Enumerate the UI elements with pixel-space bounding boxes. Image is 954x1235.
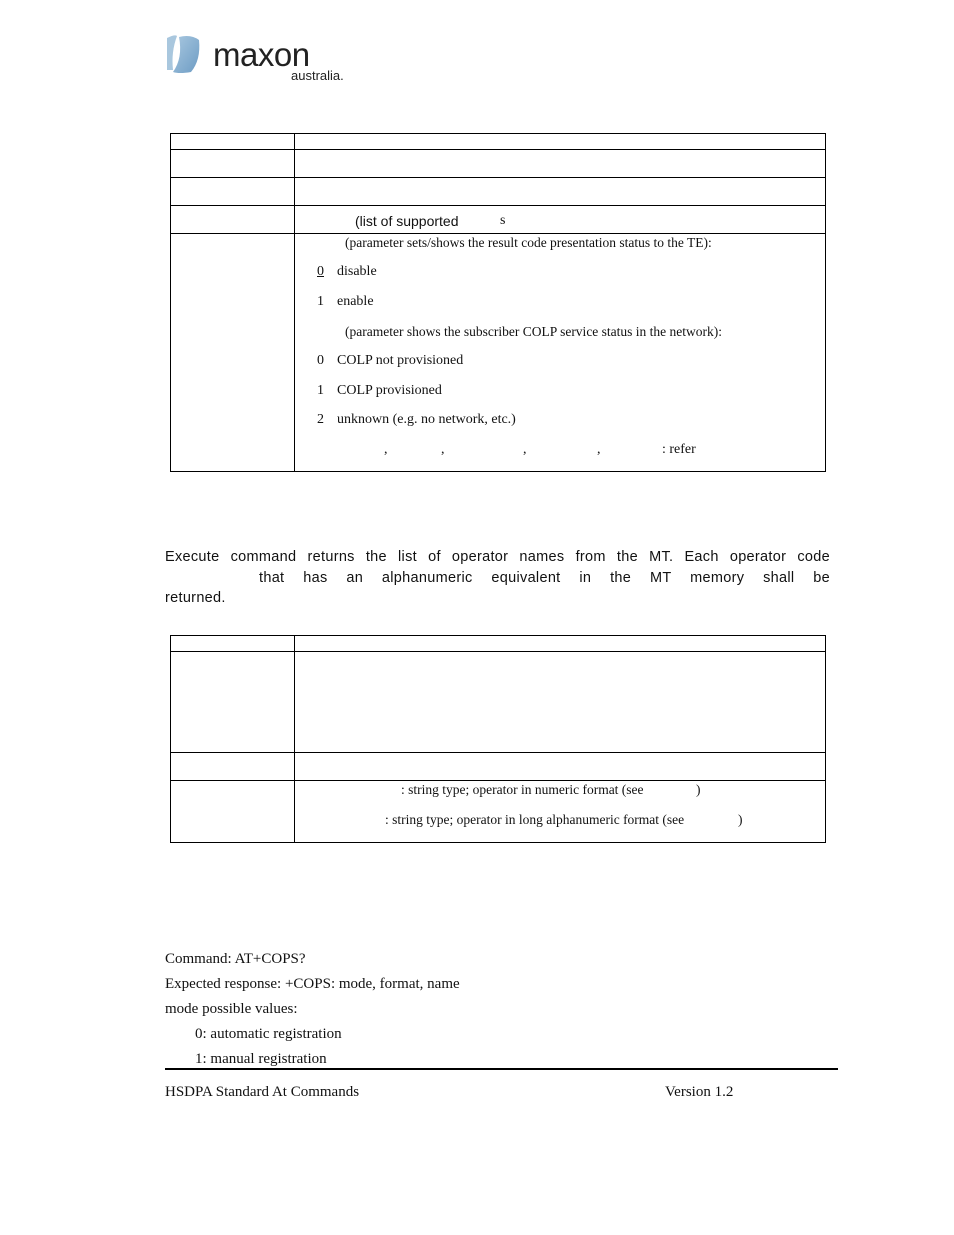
numeric-format-description: : string type; operator in numeric format (see [401,782,644,797]
separator-comma: , [384,442,388,457]
paragraph-line: returned. [165,590,226,606]
m-value-code: 1 [317,383,324,398]
refer-text: : refer [662,442,696,457]
m-value-code: 2 [317,412,324,427]
command-syntax-table [170,133,826,472]
alpha-format-description: : string type; operator in long alphanumeric format (see [385,812,685,827]
command-line: Command: AT+COPS? [165,951,306,967]
operator-parameter-cell [295,781,826,843]
test-response-cell [295,206,826,234]
maxon-logo-mark [165,34,365,84]
footer-divider [165,1068,838,1070]
expected-response-line: Expected response: +COPS: mode, format, name [165,976,460,992]
operator-names-table [170,635,826,843]
m-parameter-description: (parameter shows the subscriber COLP service status in the network): [345,324,723,339]
n-value-code: 1 [317,294,324,309]
mode-values-line: mode possible values: [165,1001,298,1017]
separator-comma: , [597,442,601,457]
svg-text:australia.: australia. [291,68,344,83]
m-value-label: COLP not provisioned [337,353,464,368]
alpha-format-close: ) [738,812,743,827]
n-value-label: disable [337,264,377,279]
separator-comma: , [441,442,445,457]
paragraph-line: Execute command returns the list of operator names from the MT. Each operator code [165,549,830,565]
n-value-code: 0 [317,264,324,279]
supported-list-text: (list of supported [355,213,459,229]
supported-list-suffix: s [500,213,506,228]
m-value-label: COLP provisioned [337,383,442,398]
mode-automatic-line: 0: automatic registration [195,1026,342,1042]
svg-text:maxon: maxon [213,36,310,73]
parameter-description-cell [295,234,826,472]
m-value-code: 0 [317,353,324,368]
mode-manual-line: 1: manual registration [195,1051,327,1067]
separator-comma: , [523,442,527,457]
n-parameter-description: (parameter sets/shows the result code presentation status to the TE): [345,235,712,250]
footer-title: HSDPA Standard At Commands [165,1084,360,1100]
paragraph-line [165,568,830,589]
n-value-label: enable [337,294,374,309]
description-paragraph [165,547,830,609]
paragraph-line-text: that has an alphanumeric equivalent in the MT memory shall be [259,569,830,586]
maxon-logo [165,34,365,84]
numeric-format-close: ) [696,782,701,797]
m-value-label: unknown (e.g. no network, etc.) [337,412,516,427]
footer-version: Version 1.2 [665,1084,734,1100]
